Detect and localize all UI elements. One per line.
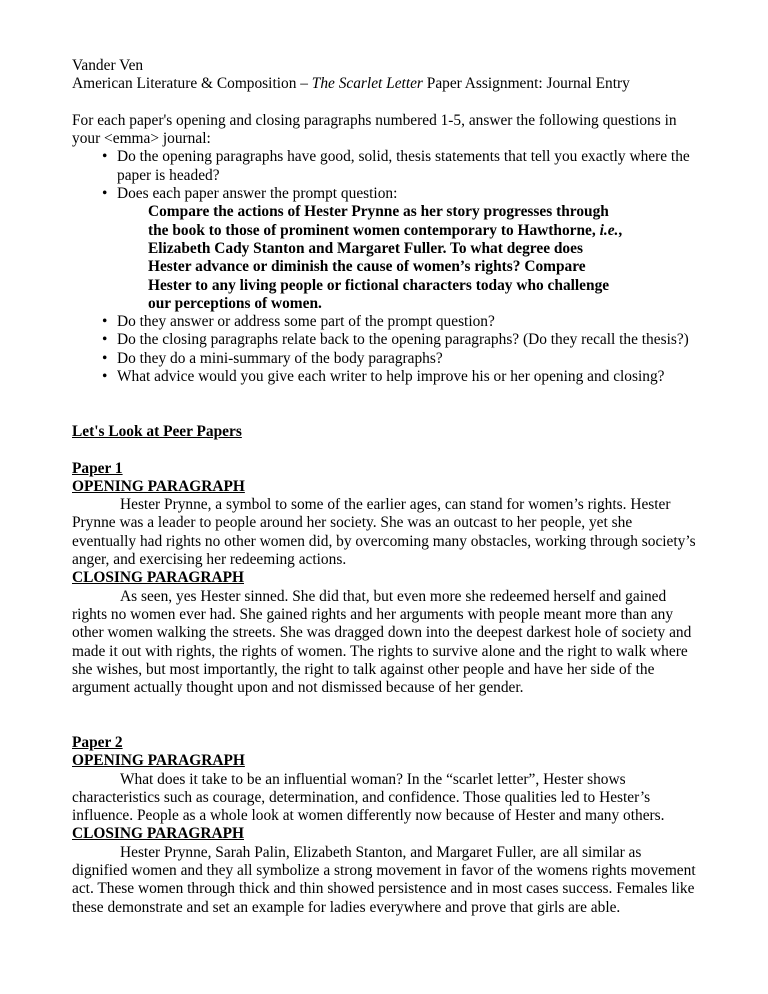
paper-title: Paper 2 <box>72 733 123 751</box>
prompt-question <box>72 203 700 313</box>
opening-label: OPENING PARAGRAPH <box>72 477 245 495</box>
question-text: Do the opening paragraphs have good, solid, thesis statements that tell you exactly where the paper is headed? <box>117 148 690 184</box>
opening-paragraph: Hester Prynne, a symbol to some of the earlier ages, can stand for women’s rights. Hester Prynne was a leader to people around her society. She was an outcast to her people, yet she eventually had rights no other women did, by overcoming many obstacles, working through society’s anger, and exercising her redeeming actions. <box>72 496 696 569</box>
closing-paragraph: As seen, yes Hester sinned. She did that, but even more she redeemed herself and gained rights no women ever had. She gained rights and her arguments with people meant more than any other women walking the streets. She was dragged down into the deepest darkest hole of society and made it out with rights, the rights of women. The rights to survive alone and the right to walk where she wishes, but most importantly, the right to talk against other people and have her side of the argument actually thought upon and not dismissed because of her gender. <box>72 587 692 697</box>
question-item <box>72 331 700 349</box>
assignment-type: Paper Assignment: Journal Entry <box>422 75 630 93</box>
bullet-icon: • <box>102 368 108 386</box>
author: Vander Ven <box>72 57 144 74</box>
prompt-text: i.e. <box>599 221 619 239</box>
bullet-icon: • <box>102 349 108 367</box>
course-name: American Literature & Composition – <box>72 75 312 93</box>
opening-paragraph: What does it take to be an influential woman? In the “scarlet letter”, Hester shows characteristics such as courage, determination, and confidence. Those qualities led to Hester’s influence. People as a whole look at women differently now because of Hester and many others. <box>72 770 665 825</box>
section-heading: Let's Look at Peer Papers <box>72 422 242 440</box>
assignment-title <box>72 75 700 93</box>
bullet-icon: • <box>102 331 108 349</box>
document-page <box>72 57 700 917</box>
prompt-text: the book to those of prominent women contemporary to Hawthorne, <box>148 221 600 239</box>
question-item <box>72 148 700 185</box>
question-text: What advice would you give each writer to help improve his or her opening and closing? <box>117 368 665 386</box>
question-item <box>72 313 700 331</box>
bullet-icon: • <box>102 313 108 331</box>
bullet-icon: • <box>102 185 108 203</box>
question-text: Do they do a mini-summary of the body paragraphs? <box>117 349 443 367</box>
question-item <box>72 185 700 203</box>
closing-label: CLOSING PARAGRAPH <box>72 569 245 587</box>
prompt-line: Compare the actions of Hester Prynne as her story progresses through <box>148 203 609 221</box>
opening-label: OPENING PARAGRAPH <box>72 752 245 770</box>
question-text: Does each paper answer the prompt question: <box>117 185 398 203</box>
prompt-line: our perceptions of women. <box>148 294 322 312</box>
prompt-line: Hester advance or diminish the cause of women’s rights? Compare <box>148 258 586 276</box>
paper-title: Paper 1 <box>72 459 123 477</box>
question-text: Do the closing paragraphs relate back to the opening paragraphs? (Do they recall the thesis?) <box>117 331 689 349</box>
bullet-icon: • <box>102 148 108 166</box>
question-item <box>72 350 700 368</box>
prompt-line: Elizabeth Cady Stanton and Margaret Fuller. To what degree does <box>148 239 583 257</box>
question-list <box>72 148 700 203</box>
prompt-text: , <box>618 221 623 239</box>
closing-label: CLOSING PARAGRAPH <box>72 825 245 843</box>
prompt-line <box>148 222 700 240</box>
closing-paragraph: Hester Prynne, Sarah Palin, Elizabeth Stanton, and Margaret Fuller, are all similar as dignified women and they all symbolize a strong movement in favor of the womens rights movement act. These women through thick and thin showed persistence and in most cases success. Females like these demonstrate and set an example for ladies everywhere and prove that girls are able. <box>72 843 696 916</box>
prompt-line: Hester to any living people or fictional characters today who challenge <box>148 276 610 294</box>
book-title: The Scarlet Letter <box>311 75 423 93</box>
question-item <box>72 368 700 386</box>
question-text: Do they answer or address some part of the prompt question? <box>117 313 495 331</box>
question-list <box>72 313 700 386</box>
instructions: For each paper's opening and closing paragraphs numbered 1-5, answer the following questions in your <emma> journal: <box>72 111 677 148</box>
